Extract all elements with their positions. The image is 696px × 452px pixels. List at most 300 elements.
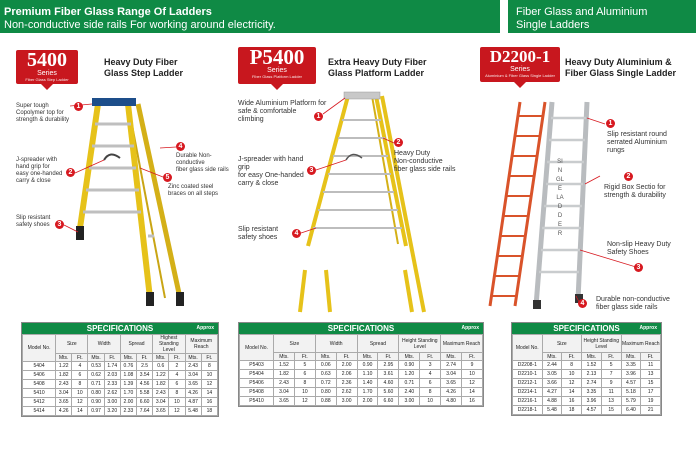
table-row <box>23 389 218 398</box>
value-cell: 8 <box>72 380 88 389</box>
unit-header: Ft. <box>201 354 217 362</box>
value-cell: 2.00 <box>120 398 136 407</box>
callout-line: Rigid Box Sectio for <box>604 184 666 191</box>
col-header: Spread <box>357 335 399 353</box>
value-cell: 1.22 <box>56 362 72 371</box>
spec-grid <box>239 334 483 406</box>
value-cell: 5.58 <box>137 389 153 398</box>
value-cell: 0.6 <box>153 362 169 371</box>
model-cell: D2218-1 <box>513 406 543 415</box>
value-cell: 0.63 <box>315 370 336 379</box>
unit-header: Mts. <box>185 354 201 362</box>
header-subtitle: Non-conductive side rails For working around electricity. <box>4 19 276 31</box>
value-cell: 4.27 <box>542 388 562 397</box>
value-cell: 0.76 <box>120 362 136 371</box>
value-cell: 10 <box>294 388 315 397</box>
model-cell: D2212-1 <box>513 379 543 388</box>
model-cell: 5408 <box>23 380 56 389</box>
col-header: Size <box>56 335 88 354</box>
callout-line: hand grip for <box>16 164 50 170</box>
unit-header: Ft. <box>562 353 582 361</box>
model-cell: P5408 <box>240 388 274 397</box>
col-header: Spread <box>120 335 152 354</box>
value-cell: 1.08 <box>120 371 136 380</box>
unit-header: Mts. <box>399 353 420 361</box>
value-cell: 0.80 <box>88 389 104 398</box>
callout-line: J-spreader with <box>16 157 58 163</box>
badge-tagline: Fiber Glass Step Ladder <box>25 77 69 82</box>
value-cell: 0.71 <box>88 380 104 389</box>
table-row <box>513 388 661 397</box>
value-cell: 10 <box>462 370 483 379</box>
value-cell: 1.70 <box>120 389 136 398</box>
callout-line: Durable non-conductive <box>596 296 670 303</box>
value-cell: 5.48 <box>542 406 562 415</box>
value-cell: 5.60 <box>378 388 399 397</box>
value-cell: 1.74 <box>104 362 120 371</box>
value-cell: 4.87 <box>185 398 201 407</box>
value-cell: 2.62 <box>104 389 120 398</box>
value-cell: 4 <box>169 371 185 380</box>
unit-header: Mts. <box>315 353 336 361</box>
value-cell: 3.35 <box>621 361 641 370</box>
callout-marker: 1 <box>606 119 615 128</box>
callout-line: climbing <box>238 116 264 123</box>
product-title-line: Fiber Glass Single Ladder <box>565 68 677 78</box>
model-cell: D2214-1 <box>513 388 543 397</box>
col-header: Size <box>542 335 581 353</box>
value-cell: 14 <box>562 388 582 397</box>
header-title: Premium Fiber Glass Range Of Ladders <box>4 6 212 18</box>
callout-line: safety shoes <box>16 222 50 228</box>
value-cell: 6 <box>420 379 441 388</box>
callout-marker: 1 <box>74 102 83 111</box>
callout-line: serrated Aluminium <box>607 139 667 146</box>
value-cell: 3.65 <box>153 407 169 416</box>
callout-line: Copolymer top for <box>16 110 64 116</box>
value-cell: 1.40 <box>357 379 378 388</box>
callout-line: Durable Non-conductive <box>176 153 212 166</box>
value-cell: 4 <box>420 370 441 379</box>
callout-line: strength & durability <box>16 117 70 123</box>
spec-table-header <box>22 323 218 334</box>
table-row <box>513 406 661 415</box>
callout-line: safe & comfortable <box>238 108 297 115</box>
value-cell: 3.35 <box>582 388 602 397</box>
col-header: Width <box>315 335 357 353</box>
table-row <box>513 379 661 388</box>
value-cell: 2.43 <box>56 380 72 389</box>
unit-header: Ft. <box>169 354 185 362</box>
value-cell: 7.64 <box>137 407 153 416</box>
value-cell: 7 <box>601 370 621 379</box>
value-cell: 3.00 <box>336 397 357 406</box>
value-cell: 4.80 <box>441 397 462 406</box>
spec-table-d2200 <box>511 322 662 416</box>
value-cell: 1.70 <box>357 388 378 397</box>
value-cell: 3.00 <box>104 398 120 407</box>
value-cell: 3.04 <box>441 370 462 379</box>
model-cell: D2216-1 <box>513 397 543 406</box>
callout-marker: 1 <box>314 112 323 121</box>
value-cell: 2.36 <box>336 379 357 388</box>
value-cell: 9 <box>462 361 483 370</box>
unit-header: Mts. <box>357 353 378 361</box>
model-cell: P5406 <box>240 379 274 388</box>
spec-approx: Approx <box>639 325 657 331</box>
value-cell: 3.65 <box>56 398 72 407</box>
value-cell: 21 <box>641 406 661 415</box>
value-cell: 2.43 <box>153 389 169 398</box>
table-row <box>23 380 218 389</box>
callout-line: braces on all steps <box>168 191 219 197</box>
value-cell: 17 <box>641 388 661 397</box>
product-title-line: Glass Platform Ladder <box>328 68 425 78</box>
value-cell: 19 <box>641 397 661 406</box>
callout-line: carry & close <box>16 178 51 184</box>
value-cell: 8 <box>420 388 441 397</box>
value-cell: 2.13 <box>582 370 602 379</box>
unit-header: Mts. <box>582 353 602 361</box>
spec-table-header <box>239 323 483 334</box>
value-cell: 2.95 <box>378 361 399 370</box>
value-cell: 2 <box>169 362 185 371</box>
product-title-line: Glass Step Ladder <box>104 68 184 78</box>
table-row <box>23 371 218 380</box>
model-cell: P5404 <box>240 370 274 379</box>
product-title-line: Heavy Duty Fiber <box>104 57 178 67</box>
table-row <box>513 397 661 406</box>
product-title-line: Heavy Duty Aluminium & <box>565 57 672 67</box>
model-cell: 5414 <box>23 407 56 416</box>
unit-header: Ft. <box>336 353 357 361</box>
table-row <box>513 361 661 370</box>
value-cell: 3.04 <box>153 398 169 407</box>
unit-header: Ft. <box>294 353 315 361</box>
table-row <box>240 361 483 370</box>
value-cell: 10 <box>169 398 185 407</box>
callout-line: Super tough <box>16 103 49 109</box>
callout-marker: 4 <box>578 299 587 308</box>
value-cell: 4.60 <box>378 379 399 388</box>
value-cell: 16 <box>462 397 483 406</box>
value-cell: 0.90 <box>88 398 104 407</box>
value-cell: 2.06 <box>336 370 357 379</box>
value-cell: 4.57 <box>582 406 602 415</box>
value-cell: 4.26 <box>56 407 72 416</box>
model-cell: D2210-1 <box>513 370 543 379</box>
value-cell: 0.71 <box>399 379 420 388</box>
callout-line: Wide Aluminium Platform for <box>238 100 327 107</box>
spec-table-p5400 <box>238 322 484 407</box>
value-cell: 3.65 <box>185 380 201 389</box>
value-cell: 8 <box>294 379 315 388</box>
value-cell: 6.40 <box>621 406 641 415</box>
col-header: Model No. <box>23 335 56 362</box>
value-cell: 10 <box>562 370 582 379</box>
callout-marker: 3 <box>55 220 64 229</box>
value-cell: 6 <box>72 371 88 380</box>
value-cell: 12 <box>201 380 217 389</box>
badge-series: Series <box>267 67 287 74</box>
badge-number: D2200-1 <box>489 47 551 66</box>
unit-header: Ft. <box>72 354 88 362</box>
value-cell: 10 <box>420 397 441 406</box>
header-right-title-2: Single Ladders <box>516 19 590 31</box>
value-cell: 5.79 <box>621 397 641 406</box>
value-cell: 3.54 <box>137 371 153 380</box>
value-cell: 11 <box>601 388 621 397</box>
value-cell: 1.82 <box>56 371 72 380</box>
callout-line: easy one-handed <box>16 171 63 177</box>
unit-header: Mts. <box>153 354 169 362</box>
value-cell: 14 <box>72 407 88 416</box>
badge-number: P5400 <box>249 45 305 69</box>
badge-series: Series <box>37 70 57 77</box>
callout-marker: 3 <box>307 166 316 175</box>
col-header: Highest Standing Level <box>153 335 185 354</box>
value-cell: 14 <box>201 389 217 398</box>
value-cell: 14 <box>462 388 483 397</box>
model-cell: P5403 <box>240 361 274 370</box>
value-cell: 4 <box>72 362 88 371</box>
spec-approx: Approx <box>196 325 214 331</box>
callout-line: strength & durability <box>604 192 666 199</box>
value-cell: 2.43 <box>274 379 295 388</box>
badge-tagline: Aluminium & Fiber Glass Single Ladder <box>485 73 555 78</box>
callout-d2200-4 <box>596 296 692 312</box>
value-cell: 2.43 <box>185 362 201 371</box>
callout-line: for easy One-handed <box>238 172 304 179</box>
aluminium-shoe-left <box>533 300 541 309</box>
unit-header: Ft. <box>378 353 399 361</box>
value-cell: 0.72 <box>315 379 336 388</box>
callout-d2200-1 <box>607 131 689 155</box>
value-cell: 2.5 <box>137 362 153 371</box>
value-cell: 13 <box>641 370 661 379</box>
value-cell: 5.18 <box>621 388 641 397</box>
value-cell: 6.60 <box>378 397 399 406</box>
badge-number: 5400 <box>27 49 67 71</box>
value-cell: 12 <box>462 379 483 388</box>
callout-line: Slip resistant round <box>607 131 667 138</box>
col-header: Model No. <box>513 335 543 361</box>
unit-header: Mts. <box>120 354 136 362</box>
table-row <box>23 398 218 407</box>
value-cell: 1.52 <box>582 361 602 370</box>
table-row <box>240 379 483 388</box>
value-cell: 9 <box>601 379 621 388</box>
callout-line: Non-conductive <box>394 158 443 165</box>
col-header: Height Standing Level <box>399 335 441 353</box>
callout-line: Heavy Duty <box>394 150 431 157</box>
value-cell: 3.65 <box>274 397 295 406</box>
callout-line: Non-slip Heavy Duty <box>607 241 671 248</box>
col-header: Model No. <box>240 335 274 361</box>
badge-tagline: Fiber Glass Platform Ladder <box>251 74 303 79</box>
model-cell: 5406 <box>23 371 56 380</box>
value-cell: 5.48 <box>185 407 201 416</box>
model-cell: 5410 <box>23 389 56 398</box>
unit-header: Mts. <box>441 353 462 361</box>
model-cell: 5412 <box>23 398 56 407</box>
value-cell: 3.66 <box>542 379 562 388</box>
value-cell: 0.90 <box>357 361 378 370</box>
model-cell: D2208-1 <box>513 361 543 370</box>
callout-marker: 2 <box>394 138 403 147</box>
value-cell: 3.96 <box>582 397 602 406</box>
value-cell: 3.04 <box>56 389 72 398</box>
value-cell: 1.82 <box>153 380 169 389</box>
callout-marker: 5 <box>163 173 172 182</box>
value-cell: 0.97 <box>88 407 104 416</box>
spec-table-5400 <box>21 322 219 417</box>
callout-d2200-3 <box>607 241 693 257</box>
unit-header: Mts. <box>621 353 641 361</box>
unit-header: Ft. <box>462 353 483 361</box>
value-cell: 12 <box>72 398 88 407</box>
value-cell: 3.96 <box>621 370 641 379</box>
callout-line: Slip resistant <box>16 215 51 221</box>
value-cell: 8 <box>562 361 582 370</box>
value-cell: 0.62 <box>88 371 104 380</box>
value-cell: 16 <box>562 397 582 406</box>
value-cell: 1.22 <box>153 371 169 380</box>
unit-header: Ft. <box>420 353 441 361</box>
value-cell: 2.03 <box>104 371 120 380</box>
value-cell: 3.61 <box>378 370 399 379</box>
spec-approx: Approx <box>461 325 479 331</box>
value-cell: 1.20 <box>399 370 420 379</box>
callout-line: safety shoes <box>238 234 278 241</box>
value-cell: 5 <box>294 361 315 370</box>
callout-line: Zinc coated steel <box>168 184 214 190</box>
callout-line: J-spreader with hand grip <box>238 156 304 171</box>
value-cell: 3.05 <box>542 370 562 379</box>
value-cell: 6 <box>294 370 315 379</box>
col-header: Maximum Reach <box>621 335 660 353</box>
header-right-title-1: Fiber Glass and Aluminium <box>516 6 648 18</box>
table-row <box>513 370 661 379</box>
value-cell: 2.00 <box>336 361 357 370</box>
value-cell: 12 <box>562 379 582 388</box>
spec-title: SPECIFICATIONS <box>553 324 620 333</box>
callout-line: rungs <box>607 147 625 154</box>
value-cell: 3.00 <box>399 397 420 406</box>
callout-marker: 4 <box>176 142 185 151</box>
value-cell: 3 <box>420 361 441 370</box>
value-cell: 4.57 <box>621 379 641 388</box>
callout-line: Slip resistant <box>238 226 279 233</box>
value-cell: 2.74 <box>582 379 602 388</box>
unit-header: Mts. <box>88 354 104 362</box>
value-cell: 16 <box>201 398 217 407</box>
value-cell: 10 <box>201 371 217 380</box>
value-cell: 2.00 <box>357 397 378 406</box>
callout-line: fiber glass side rails <box>596 304 658 311</box>
callout-d2200-2 <box>604 184 694 200</box>
value-cell: 5 <box>601 361 621 370</box>
value-cell: 15 <box>601 406 621 415</box>
value-cell: 1.82 <box>274 370 295 379</box>
spec-title: SPECIFICATIONS <box>86 324 154 333</box>
table-row <box>240 370 483 379</box>
col-header: Maximum Reach <box>185 335 217 354</box>
unit-header: Mts. <box>274 353 295 361</box>
value-cell: 3.04 <box>185 371 201 380</box>
value-cell: 2.74 <box>441 361 462 370</box>
unit-header: Ft. <box>641 353 661 361</box>
table-row <box>23 407 218 416</box>
callout-line: fiber glass side rails <box>176 167 229 173</box>
value-cell: 11 <box>641 361 661 370</box>
spec-title: SPECIFICATIONS <box>327 324 395 333</box>
value-cell: 18 <box>201 407 217 416</box>
value-cell: 3.20 <box>104 407 120 416</box>
col-header: Width <box>88 335 120 354</box>
value-cell: 2.40 <box>399 388 420 397</box>
callout-marker: 3 <box>634 263 643 272</box>
value-cell: 0.90 <box>399 361 420 370</box>
value-cell: 4.26 <box>185 389 201 398</box>
callout-marker: 4 <box>292 229 301 238</box>
value-cell: 4.88 <box>542 397 562 406</box>
callout-line: Safety Shoes <box>607 249 649 256</box>
value-cell: 0.88 <box>315 397 336 406</box>
model-cell: P5410 <box>240 397 274 406</box>
table-row <box>240 397 483 406</box>
spec-grid <box>22 334 218 416</box>
product-title-line: Extra Heavy Duty Fiber <box>328 57 427 67</box>
value-cell: 8 <box>201 362 217 371</box>
value-cell: 1.52 <box>274 361 295 370</box>
badge-series: Series <box>510 66 530 73</box>
unit-header: Ft. <box>137 354 153 362</box>
value-cell: 6.60 <box>137 398 153 407</box>
value-cell: 3.65 <box>441 379 462 388</box>
single-ladder-rail-text: SINGLE LADDER <box>556 159 565 237</box>
value-cell: 0.06 <box>315 361 336 370</box>
value-cell: 2.62 <box>336 388 357 397</box>
value-cell: 10 <box>72 389 88 398</box>
table-row <box>23 362 218 371</box>
unit-header: Ft. <box>104 354 120 362</box>
spec-grid <box>512 334 661 415</box>
table-row <box>240 388 483 397</box>
value-cell: 2.33 <box>104 380 120 389</box>
unit-header: Ft. <box>601 353 621 361</box>
value-cell: 4.56 <box>137 380 153 389</box>
value-cell: 1.10 <box>357 370 378 379</box>
value-cell: 3.04 <box>274 388 295 397</box>
value-cell: 2.33 <box>120 407 136 416</box>
unit-header: Mts. <box>542 353 562 361</box>
value-cell: 6 <box>169 380 185 389</box>
value-cell: 12 <box>294 397 315 406</box>
callout-line: carry & close <box>238 180 279 187</box>
model-cell: 5404 <box>23 362 56 371</box>
col-header: Size <box>274 335 316 353</box>
value-cell: 2.44 <box>542 361 562 370</box>
col-header: Height Standing Level <box>582 335 621 353</box>
callout-marker: 2 <box>624 172 633 181</box>
value-cell: 0.80 <box>315 388 336 397</box>
callout-marker: 2 <box>66 168 75 177</box>
callout-line: fiber glass side rails <box>394 166 456 173</box>
value-cell: 8 <box>169 389 185 398</box>
value-cell: 0.53 <box>88 362 104 371</box>
unit-header: Mts. <box>56 354 72 362</box>
